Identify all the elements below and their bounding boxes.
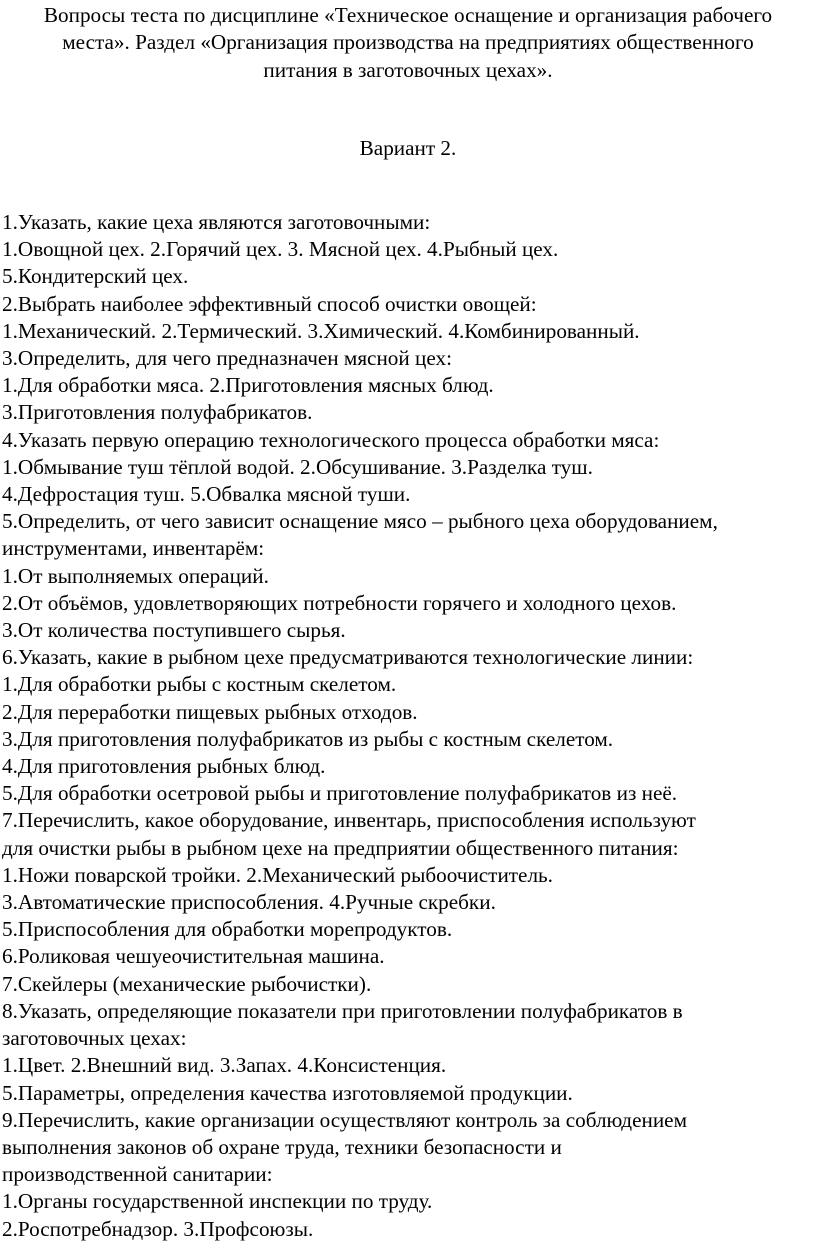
text-line: для очистки рыбы в рыбном цехе на предприятии общественного питания: <box>2 835 679 860</box>
text-line: 5.Параметры, определения качества изготовляемой продукции. <box>2 1080 573 1105</box>
text-line: 3.Определить, для чего предназначен мясной цех: <box>2 346 452 371</box>
text-line: 1.Для обработки мяса. 2.Приготовления мясных блюд. <box>2 373 494 398</box>
text-line: 2.Роспотребнадзор. 3.Профсоюзы. <box>2 1216 314 1241</box>
text-line: 7.Скейлеры (механические рыбочистки). <box>2 971 372 996</box>
text-line: 1.От выполняемых операций. <box>2 563 269 588</box>
text-line: заготовочных цехах: <box>2 1026 187 1051</box>
text-line: 2.Выбрать наиболее эффективный способ очистки овощей: <box>2 291 537 316</box>
text-line: 3.Приготовления полуфабрикатов. <box>2 400 313 425</box>
text-line: 2.От объёмов, удовлетворяющих потребности горячего и холодного цехов. <box>2 590 677 615</box>
text-line: 1.Ножи поварской тройки. 2.Механический рыбоочиститель. <box>2 862 553 887</box>
text-line: 3.От количества поступившего сырья. <box>2 618 346 643</box>
questions-body <box>2 209 814 1243</box>
text-line: 1.Указать, какие цеха являются заготовочными: <box>2 210 431 234</box>
text-line: 4.Для приготовления рыбных блюд. <box>2 754 326 779</box>
text-line: 9.Перечислить, какие организации осуществляют контроль за соблюдением <box>2 1107 687 1132</box>
text-line: 1.Органы государственной инспекции по труду. <box>2 1189 433 1214</box>
text-line: 7.Перечислить, какое оборудование, инвентарь, приспособления используют <box>2 808 696 833</box>
text-line: 1.Овощной цех. 2.Горячий цех. 3. Мясной цех. 4.Рыбный цех. <box>2 237 559 262</box>
text-line: 4.Дефростация туш. 5.Обвалка мясной туши. <box>2 482 411 507</box>
text-line: 2.Для переработки пищевых рыбных отходов. <box>2 699 418 724</box>
text-line: 6.Роликовая чешуеочистительная машина. <box>2 944 385 969</box>
text-line: 5.Определить, от чего зависит оснащение мясо – рыбного цеха оборудованием, <box>2 509 718 534</box>
text-line: 5.Приспособления для обработки морепродуктов. <box>2 917 453 942</box>
variant-heading: Вариант 2. <box>359 136 457 160</box>
document-title <box>0 2 816 84</box>
text-line: 1.Механический. 2.Термический. 3.Химический. 4.Комбинированный. <box>2 318 640 343</box>
text-line: 8.Указать, определяющие показатели при приготовлении полуфабрикатов в <box>2 998 683 1023</box>
text-line: 5.Для обработки осетровой рыбы и приготовление полуфабрикатов из неё. <box>2 781 678 806</box>
text-line: выполнения законов об охране труда, техники безопасности и <box>2 1134 562 1159</box>
text-line: 1.Для обработки рыбы с костным скелетом. <box>2 672 397 697</box>
text-line: производственной санитарии: <box>2 1162 273 1187</box>
text-line: 1.Цвет. 2.Внешний вид. 3.Запах. 4.Консистенция. <box>2 1053 447 1078</box>
text-line: 4.Указать первую операцию технологического процесса обработки мяса: <box>2 427 660 452</box>
text-line: 1.Обмывание туш тёплой водой. 2.Обсушивание. 3.Разделка туш. <box>2 454 593 479</box>
text-line: 5.Кондитерский цех. <box>2 264 189 289</box>
title-line: места». Раздел «Организация производства на предприятиях общественного <box>62 30 754 55</box>
text-line: 3.Для приготовления полуфабрикатов из рыбы с костным скелетом. <box>2 726 614 751</box>
title-line: Вопросы теста по дисциплине «Техническое оснащение и организация рабочего <box>43 3 773 27</box>
text-line: 6.Указать, какие в рыбном цехе предусматриваются технологические линии: <box>2 645 694 670</box>
text-line: инструментами, инвентарём: <box>2 536 265 561</box>
title-line: питания в заготовочных цехах». <box>263 57 553 82</box>
text-line: 3.Автоматические приспособления. 4.Ручные скребки. <box>2 890 496 915</box>
